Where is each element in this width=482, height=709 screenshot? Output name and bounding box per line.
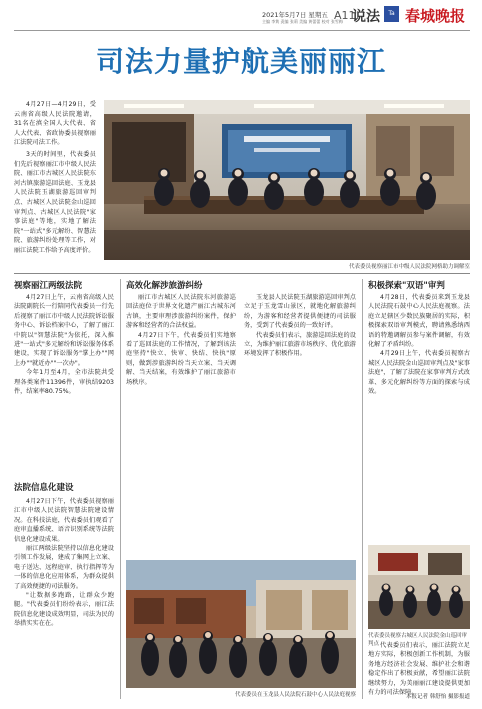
photo-caption: 代表委员视察丽江市中级人民法院网格助力调解室 bbox=[348, 264, 470, 270]
photo-meeting-room bbox=[104, 100, 470, 260]
photo-circuit-court bbox=[368, 545, 470, 629]
body-paragraph: 4月27日下午，代表委员们实地察看了巡回法庭的工作情况，了解到该法庭坚持"快立、快审、快结、快执"原则，做到涉旅游纠纷当天立案、当天调解、当天结案，有效维护了丽江旅游市场秩序。 bbox=[126, 331, 236, 386]
section-body bbox=[368, 293, 470, 396]
body-paragraph: "让数据多跑路，让群众少跑腿。"代表委员们纷纷表示，丽江法院信息化建设成效明显，司法为民的举措实实在在。 bbox=[14, 592, 114, 628]
section-body bbox=[126, 293, 236, 387]
body-paragraph: 玉龙县人民法院玉湖旅游巡回审判点立足于玉龙雪山景区，就地化解旅游纠纷，为游客和经营者提供便捷的司法服务，受到了代表委员的一致好评。 bbox=[244, 294, 356, 330]
column-divider bbox=[120, 279, 121, 699]
section-name: 说法 bbox=[352, 9, 380, 25]
issue-date: 2021年5月7日 星期五 bbox=[262, 11, 328, 19]
photo-caption: 代表委员视察古城区人民法院金山巡回审判点 bbox=[368, 633, 468, 647]
page-number: A11 bbox=[334, 9, 356, 22]
section-divider bbox=[14, 273, 470, 274]
body-paragraph: 4月29日上午，代表委员视察古城区人民法院金山巡回审判点及"家事法庭"，了解了法院在家事审判方式改革、多元化解纠纷等方面的探索与成效。 bbox=[368, 350, 470, 396]
lead-paragraph: 3天的时间里，代表委员们先后视察丽江市中级人民法院、丽江市古城区人民法院东河古镇旅游巡回法庭、玉龙县人民法院玉湖旅游巡回审判点、古城区人民法院金山巡回审判点、古城区人民法院"家事法庭"等地，实地了解法院"一站式"多元解纷、智慧法院、旅游纠纷处理等工作，对丽江法院工作给予高度评价。 bbox=[14, 150, 96, 254]
body-paragraph: 代表委员们表示，旅游巡回法庭的设立，为维护丽江旅游市场秩序、优化旅游环境发挥了积极作用。 bbox=[244, 331, 356, 358]
section-heading: 视察丽江两级法院 bbox=[14, 281, 83, 291]
lead-paragraphs bbox=[14, 100, 96, 256]
section-body bbox=[14, 497, 114, 629]
masthead-rule bbox=[14, 30, 470, 31]
editor-credits: 主编 李隽 责编 张莉 美编 黄蕾蕾 校对 张雪梅 bbox=[262, 19, 343, 24]
masthead bbox=[0, 0, 482, 30]
section-heading: 积极探索"双语"审判 bbox=[368, 281, 445, 291]
body-paragraph: 今年1月至4月，全市法院共受理各类案件11396件，审执结9203件，结案率80.75%。 bbox=[14, 369, 114, 396]
section-heading: 高效化解涉旅游纠纷 bbox=[126, 281, 203, 291]
column-divider bbox=[362, 279, 363, 699]
newspaper-name: 春城晚报 bbox=[405, 7, 466, 25]
body-paragraph: 丽江两级法院坚持以信息化建设引领工作发展，建成了集网上立案、电子送达、远程庭审、执行指挥等为一体的信息化应用体系，为群众提供了高效便捷的司法服务。 bbox=[14, 545, 114, 590]
body-paragraph: 4月27日下午，代表委员视察丽江市中级人民法院智慧法院建设情况。在科技法庭，代表委员们观看了庭审直播系统、语音识别系统等法院信息化建设成果。 bbox=[14, 498, 114, 543]
section-body bbox=[244, 293, 356, 359]
body-paragraph: 丽江市古城区人民法院东河旅游巡回法庭位于世界文化遗产丽江古城东河古镇，主要审理涉旅游纠纷案件，保护游客和经营者的合法权益。 bbox=[126, 294, 236, 330]
lead-paragraph: 4月27日—4月29日，受云南省高级人民法院邀请，31名在滇全国人大代表、省人大代表、省政协委员视察丽江法院司法工作。 bbox=[14, 101, 96, 147]
body-paragraph: 4月28日，代表委员来到玉龙县人民法院石鼓中心人民法庭视察。法庭立足辖区少数民族聚居的实际，积极探索双语审判模式，聘请熟悉纳西语的特邀调解员参与案件调解，有效化解了矛盾纠纷。 bbox=[368, 294, 470, 349]
photo-caption: 代表委员在玉龙县人民法院石鼓中心人民法庭视察 bbox=[234, 692, 356, 698]
page-headline: 司法力量护航美丽丽江 bbox=[95, 45, 386, 78]
newspaper-logo-icon: Ta bbox=[384, 6, 399, 22]
section-body bbox=[14, 293, 114, 396]
body-paragraph: 代表委员们表示，丽江法院立足地方实际，积极创新工作机制，为服务地方经济社会发展、维护社会和谐稳定作出了积极贡献，希望丽江法院继续努力，为美丽丽江建设提供更加有力的司法保障。 bbox=[368, 642, 470, 697]
byline: 本报记者 韩舒怡 摄影报道 bbox=[406, 694, 470, 700]
body-paragraph: 4月27日上午，云南省高级人民法院副院长一行陪同代表委员一行先后视察了丽江市中级人民法院诉讼服务中心、诉讼档案中心，了解了丽江中院以"智慧法院"为依托，深入推进"一站式"多元解纷和诉讼服务体系建设，实现了诉讼服务"掌上办""网上办""就近办""一次办"。 bbox=[14, 294, 114, 367]
photo-court-visit bbox=[126, 560, 356, 688]
section-heading: 法院信息化建设 bbox=[14, 483, 74, 493]
